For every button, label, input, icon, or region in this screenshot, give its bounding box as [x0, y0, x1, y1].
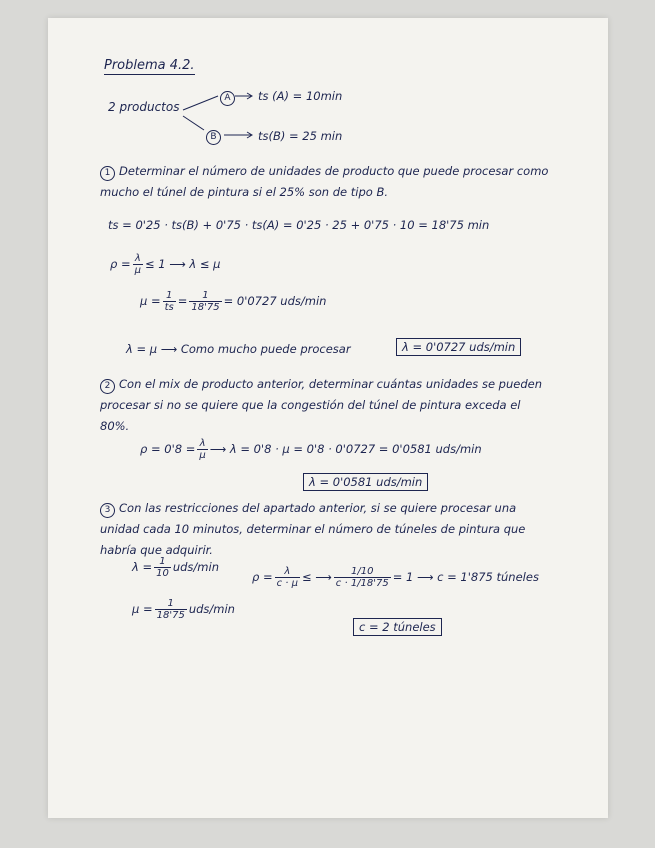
mu-value: μ = $\frac{1}{18'75}$ uds/min [132, 598, 235, 621]
product-a-node: A [220, 89, 239, 106]
question-2: 2 Con el mix de producto anterior, determinar cuántas unidades se pueden procesar si no se quiere que la congestión del túnel de pintura exceda el 80%. [100, 377, 543, 433]
rho-condition: ρ = $\frac{\lambda}{\mu}$ ≤ 1 ⟶ λ ≤ μ [110, 253, 221, 276]
question-3: 3 Con las restricciones del apartado anterior, si se quiere procesar una unidad cada 10 minutos, determinar el número de túneles de pintura que habría que adquirir. [100, 501, 526, 557]
product-b-time: ts(B) = 25 min [258, 129, 343, 143]
q3-answer-box: c = 2 túneles [353, 618, 442, 636]
question-1: 1 Determinar el número de unidades de producto que puede procesar como mucho el túnel de pintura si el 25% son de tipo B. [100, 164, 549, 199]
page-title: Problema 4.2. [104, 58, 195, 73]
notebook-page [48, 18, 608, 818]
mu-formula: μ = $\frac{1}{ts}$ = $\frac{1}{18'75}$ = 0'0727 uds/min [140, 290, 327, 313]
products-label: 2 productos [108, 100, 180, 114]
product-a-time: ts (A) = 10min [258, 89, 343, 103]
q1-answer-box: λ = 0'0727 uds/min [396, 338, 521, 356]
q1-conclusion: λ = μ ⟶ Como mucho puede procesar [126, 342, 351, 356]
tunnels-formula: ρ = $\frac{\lambda}{c \cdot \mu}$ ≤ ⟶ $\frac{1/10}{c \cdot 1/18'75}$ = 1 ⟶ c = 1'875 túneles [252, 566, 539, 589]
lambda-value: λ = $\frac{1}{10}$ uds/min [132, 556, 219, 579]
rho-80-formula: ρ = 0'8 = $\frac{\lambda}{\mu}$ ⟶ λ = 0'8 · μ = 0'8 · 0'0727 = 0'0581 uds/min [140, 438, 482, 461]
ts-formula: ts = 0'25 · ts(B) + 0'75 · ts(A) = 0'25 · 25 + 0'75 · 10 = 18'75 min [108, 218, 490, 232]
product-b-node: B [206, 128, 225, 145]
q2-answer-box: λ = 0'0581 uds/min [303, 473, 428, 491]
